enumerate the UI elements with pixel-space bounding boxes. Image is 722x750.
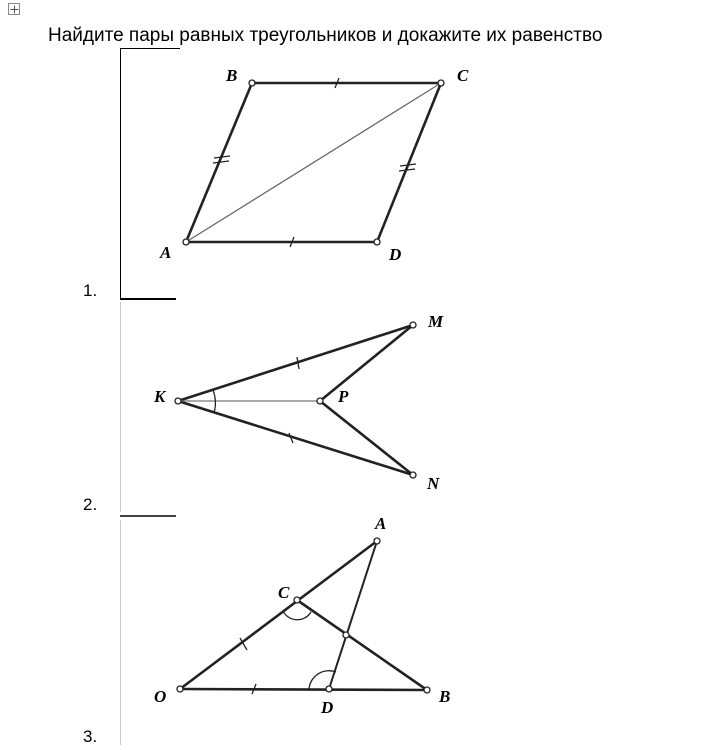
vertex-label-o: O <box>154 687 167 706</box>
task-title: Найдите пары равных треугольников и докажите их равенство <box>48 25 603 46</box>
vertex-label-p: P <box>338 387 349 406</box>
vertex-label-d: D <box>321 698 334 717</box>
table-borders <box>120 48 180 745</box>
figure-1-parallelogram <box>159 66 469 264</box>
figure-3-triangles <box>154 514 450 717</box>
vertex-label-m: M <box>428 312 444 331</box>
vertex-label-c: C <box>278 583 290 602</box>
vertex-label-a: A <box>375 514 387 533</box>
vertex-label-k: K <box>154 387 166 406</box>
vertex-label-a: A <box>160 243 172 262</box>
item-number-1: 1. <box>83 281 98 300</box>
vertex-label-b: B <box>439 687 451 706</box>
item-number-2: 2. <box>83 495 98 514</box>
vertex-label-d: D <box>389 245 402 264</box>
vertex-label-n: N <box>427 474 440 493</box>
vertex-label-b: B <box>226 66 238 85</box>
vertex-label-c: C <box>457 66 469 85</box>
item-number-3: 3. <box>83 727 98 746</box>
figure-2-arrowhead <box>153 312 444 493</box>
